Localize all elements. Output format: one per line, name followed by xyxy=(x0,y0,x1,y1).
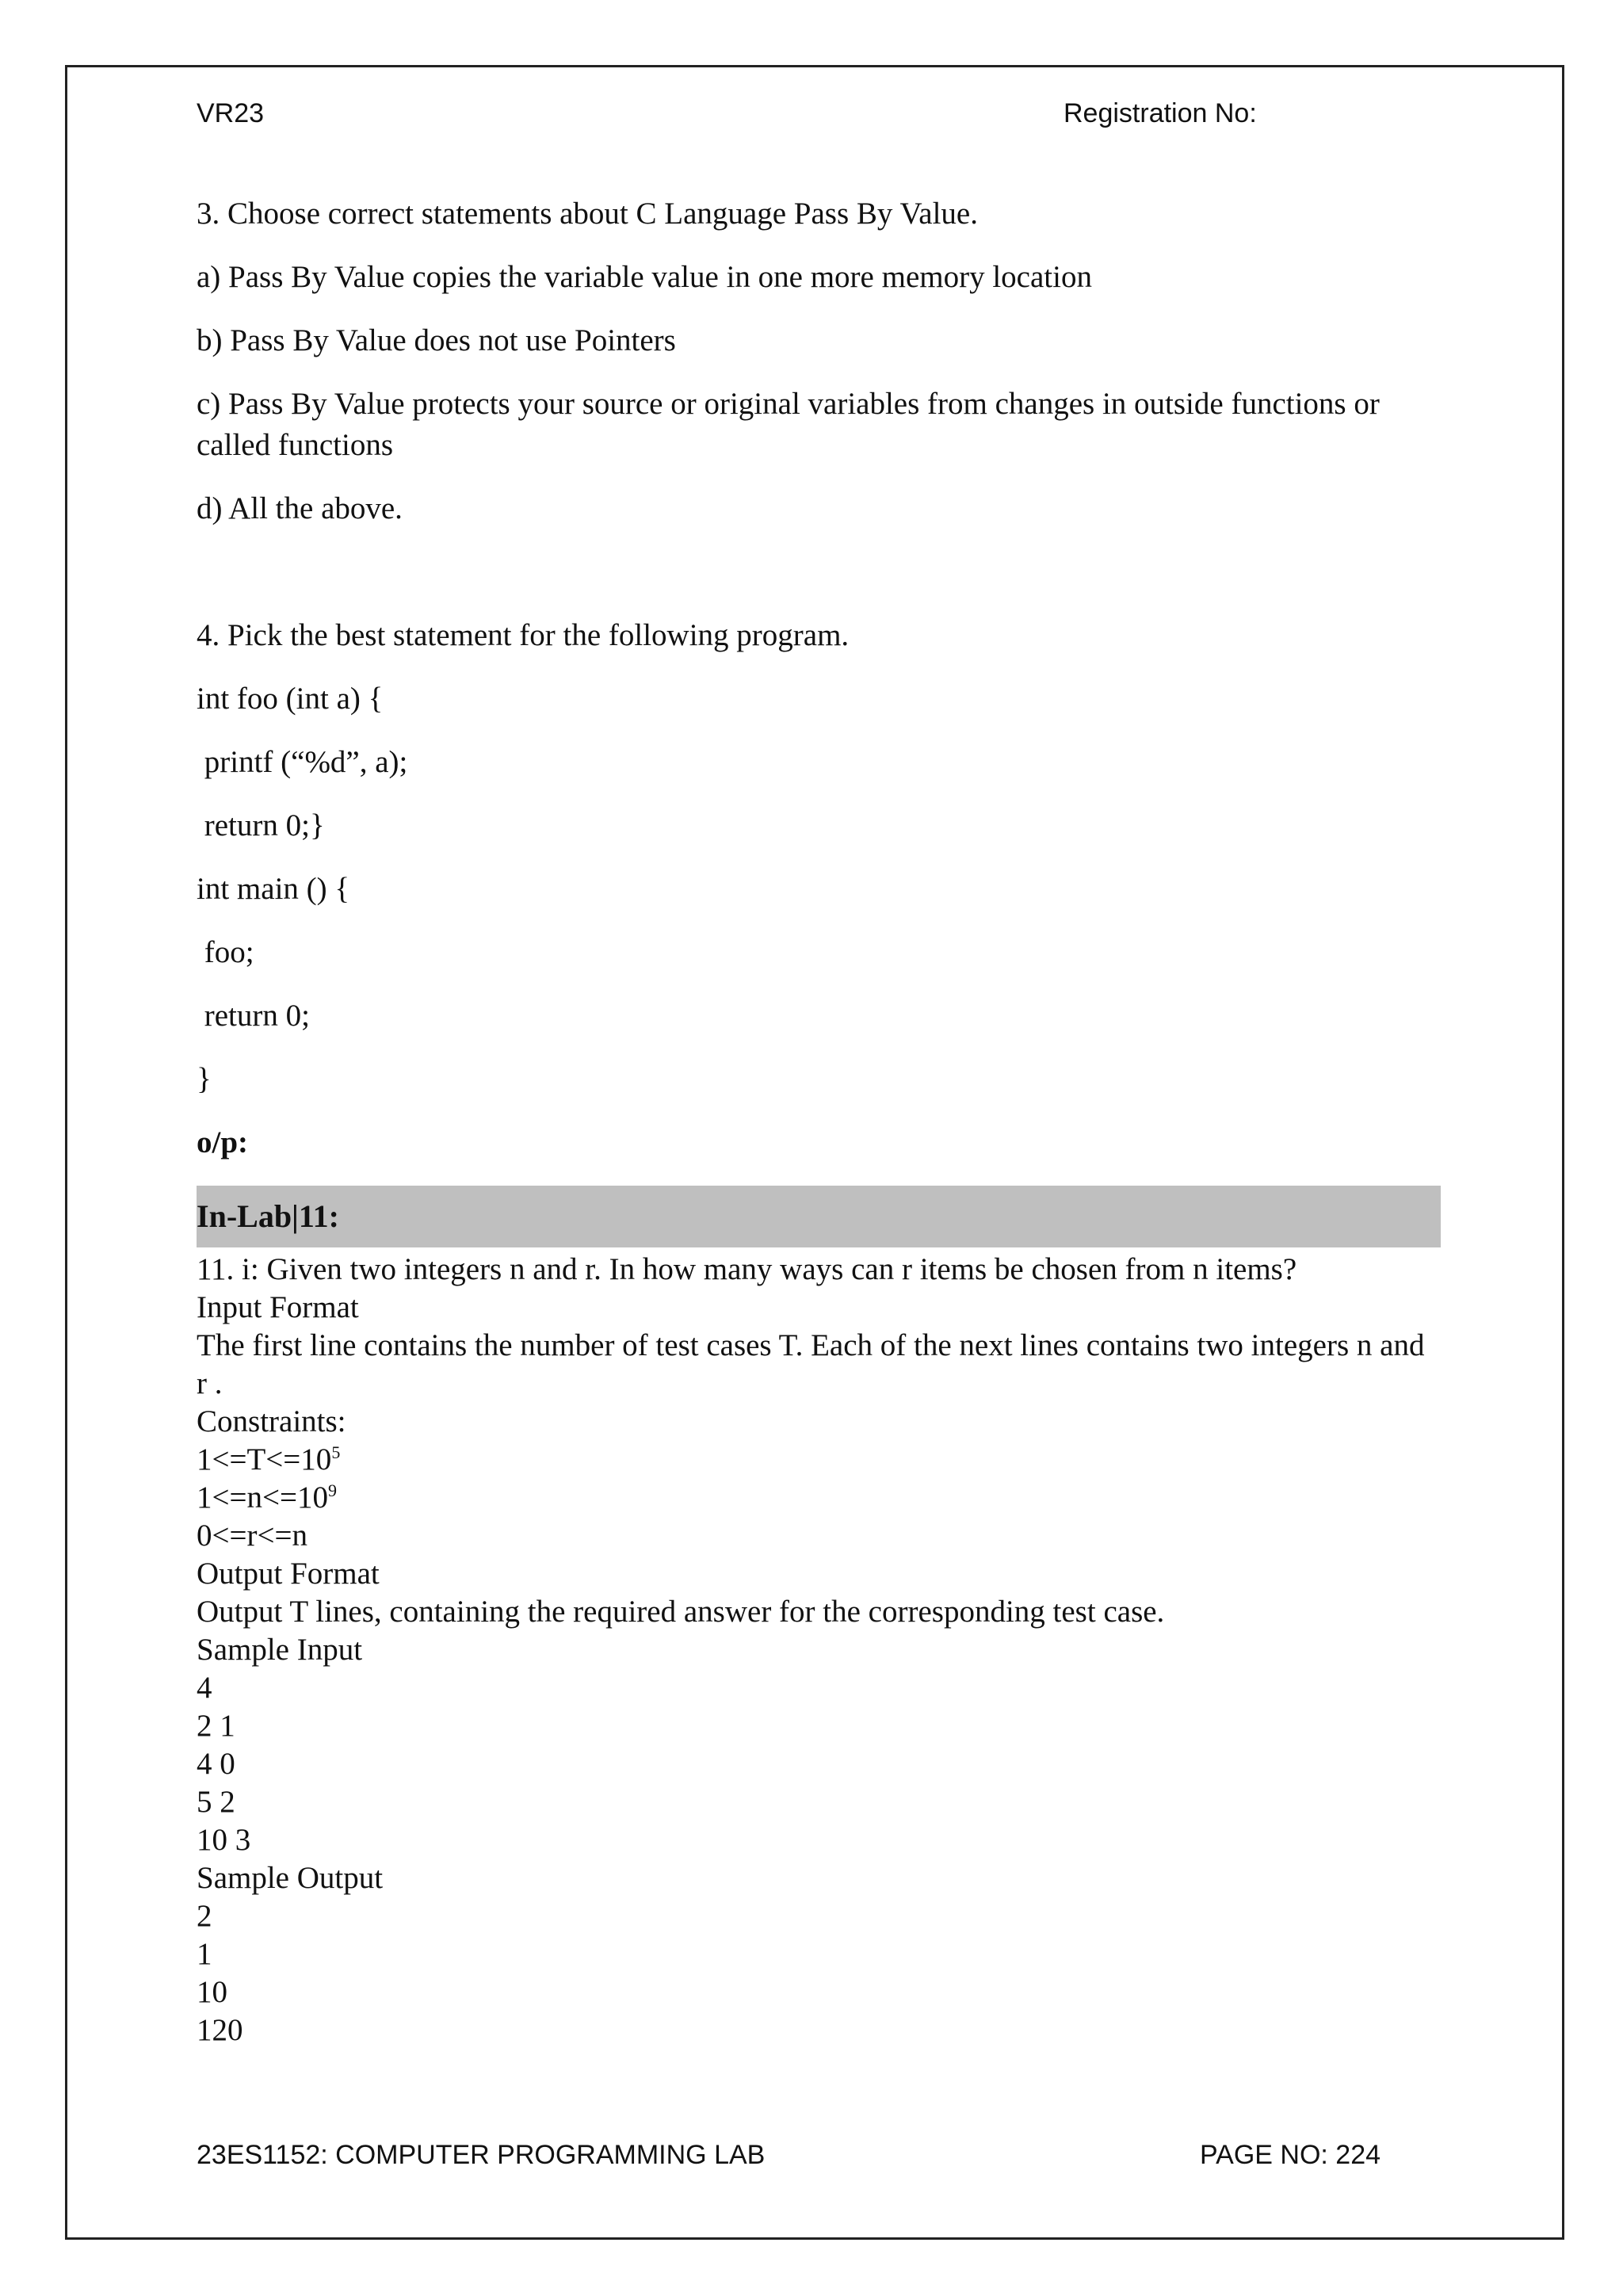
constraint-r: 0<=r<=n xyxy=(197,1519,307,1553)
constraint-n-base: 1<=n<=10 xyxy=(197,1480,328,1515)
sample-input-line: 5 2 xyxy=(197,1785,235,1819)
sample-input-line: 10 3 xyxy=(197,1823,251,1857)
constraint-t xyxy=(197,1441,1441,1479)
sample-input-line: 4 xyxy=(197,1671,212,1705)
code-line: int main () { xyxy=(197,872,350,906)
sample-output-line: 10 xyxy=(197,1975,227,2009)
constraint-t-exponent: 5 xyxy=(331,1442,341,1462)
sample-output-line: 1 xyxy=(197,1937,212,1971)
output-label: o/p: xyxy=(197,1125,249,1159)
page-content xyxy=(197,193,1441,2050)
question-3-option-d: d) All the above. xyxy=(197,491,403,525)
sample-output-line: 2 xyxy=(197,1899,212,1933)
code-line: return 0;} xyxy=(197,808,325,842)
problem-statement: 11. i: Given two integers n and r. In how many ways can r items be chosen from n items? xyxy=(197,1252,1297,1286)
code-line: } xyxy=(197,1062,212,1096)
sample-input-line: 2 1 xyxy=(197,1709,235,1743)
question-3-option-b: b) Pass By Value does not use Pointers xyxy=(197,323,676,357)
question-3-option-c: c) Pass By Value protects your source or original variables from changes in outside functions or called functions xyxy=(197,387,1380,462)
output-format-label: Output Format xyxy=(197,1557,380,1591)
sample-output-line: 120 xyxy=(197,2013,243,2047)
code-line: printf (“%d”, a); xyxy=(197,745,408,779)
input-format-text: The first line contains the number of test cases T. Each of the next lines contains two integers n and r . xyxy=(197,1328,1425,1400)
constraint-n xyxy=(197,1479,1441,1517)
constraints-label: Constraints: xyxy=(197,1404,346,1438)
spacer xyxy=(197,552,1441,615)
sample-input-line: 4 0 xyxy=(197,1747,235,1781)
code-line: int foo (int a) { xyxy=(197,682,384,716)
question-3-option-a: a) Pass By Value copies the variable value in one more memory location xyxy=(197,260,1092,294)
sample-input-label: Sample Input xyxy=(197,1633,363,1667)
input-format-label: Input Format xyxy=(197,1290,359,1324)
question-3-stem: 3. Choose correct statements about C Language Pass By Value. xyxy=(197,197,978,231)
footer-course-title: 23ES1152: COMPUTER PROGRAMMING LAB xyxy=(197,2140,766,2170)
output-format-text: Output T lines, containing the required answer for the corresponding test case. xyxy=(197,1595,1165,1629)
header-doc-code: VR23 xyxy=(197,98,265,128)
code-line: foo; xyxy=(197,935,254,969)
sample-output-label: Sample Output xyxy=(197,1861,384,1895)
header-registration-label: Registration No: xyxy=(1064,98,1257,128)
inlab-task xyxy=(197,1251,1441,2050)
constraint-n-exponent: 9 xyxy=(327,1480,337,1500)
question-4-stem: 4. Pick the best statement for the following program. xyxy=(197,618,850,652)
constraint-t-base: 1<=T<=10 xyxy=(197,1442,332,1477)
footer-page-number: PAGE NO: 224 xyxy=(1200,2140,1381,2170)
inlab-heading: In-Lab|11: xyxy=(197,1186,1441,1247)
code-line: return 0; xyxy=(197,999,310,1033)
